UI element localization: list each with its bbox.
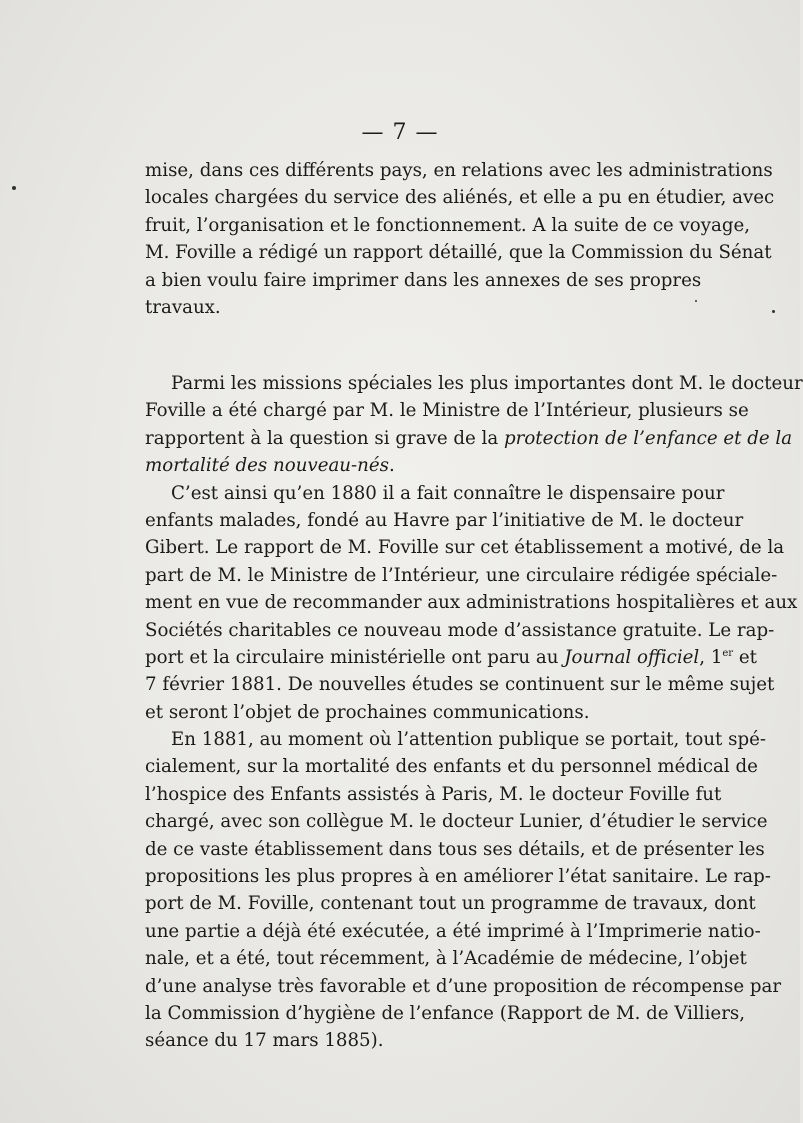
text-line: port de M. Foville, contenant tout un programme de travaux, dont [145, 893, 756, 915]
text-line: En 1881, au moment où l’attention publique se portait, tout spé- [171, 729, 767, 751]
text-line: C’est ainsi qu’en 1880 il a fait connaître le dispensaire pour [171, 482, 725, 504]
text-line [145, 644, 757, 671]
margin-speck [772, 310, 775, 313]
text-line: travaux. [145, 296, 221, 318]
page-number: — 7 — [361, 120, 439, 145]
text-body [145, 370, 803, 1055]
text-line: fruit, l’organisation et le fonctionnement. A la suite de ce voyage, [145, 214, 751, 236]
text-run: rapportent à la question si grave de la [145, 427, 504, 449]
text-line: enfants malades, fondé au Havre par l’initiative de M. le docteur [145, 509, 744, 531]
text-run: , 1 [699, 646, 723, 668]
text-line: ment en vue de recommander aux administrations hospitalières et aux [145, 592, 798, 614]
text-line: 7 février 1881. De nouvelles études se continuent sur le même sujet [145, 674, 775, 696]
text-line: de ce vaste établissement dans tous ses détails, et de présenter les [145, 838, 765, 860]
text-line: Parmi les missions spéciales les plus importantes dont M. le docteur [171, 373, 803, 394]
text-line: d’une analyse très favorable et d’une proposition de récompense par [145, 975, 782, 997]
text-line: a bien voulu faire imprimer dans les annexes de ses propres [145, 269, 702, 291]
text-line: la Commission d’hygiène de l’enfance (Rapport de M. de Villiers, [145, 1002, 746, 1024]
text-line: Sociétés charitables ce nouveau mode d’assistance gratuite. Le rap- [145, 619, 775, 641]
text-line: l’hospice des Enfants assistés à Paris, M. le docteur Foville fut [145, 783, 722, 805]
italic-text: Journal officiel [564, 646, 700, 668]
italic-text: protection de l’enfance et de la [504, 427, 793, 449]
text-line: mise, dans ces différents pays, en relations avec les administrations [145, 160, 773, 181]
text-line: une partie a déjà été exécutée, a été imprimé à l’Imprimerie natio- [145, 920, 761, 942]
text-line: et seront l’objet de prochaines communications. [145, 701, 590, 723]
text-run: . [388, 455, 395, 477]
text-line: propositions les plus propres à en améliorer l’état sanitaire. Le rap- [145, 866, 771, 888]
text-line: Foville a été chargé par M. le Ministre de l’Intérieur, plusieurs se [145, 400, 749, 422]
text-line: chargé, avec son collègue M. le docteur Lunier, d’étudier le service [145, 811, 768, 833]
italic-text: mortalité des nouveau-nés [145, 455, 389, 477]
text-line: séance du 17 mars 1885). [145, 1030, 384, 1052]
text-line: M. Foville a rédigé un rapport détaillé, que la Commission du Sénat [145, 242, 772, 264]
text-line: Gibert. Le rapport de M. Foville sur cet établissement a motivé, de la [145, 537, 785, 559]
margin-speck [695, 300, 697, 302]
paragraph-1 [145, 157, 775, 321]
text-line: nale, et a été, tout récemment, à l’Académie de médecine, l’objet [145, 948, 747, 970]
margin-speck [12, 186, 16, 190]
text-line [145, 452, 697, 479]
text-run: et [733, 646, 757, 668]
text-run: port et la circulaire ministérielle ont paru au [145, 646, 565, 668]
text-line: cialement, sur la mortalité des enfants et du personnel médical de [145, 756, 758, 778]
text-line: locales chargées du service des aliénés, et elle a pu en étudier, avec [145, 187, 775, 209]
superscript: er [722, 647, 734, 659]
text-line: part de M. le Ministre de l’Intérieur, une circulaire rédigée spéciale- [145, 564, 778, 586]
text-line [145, 425, 793, 452]
